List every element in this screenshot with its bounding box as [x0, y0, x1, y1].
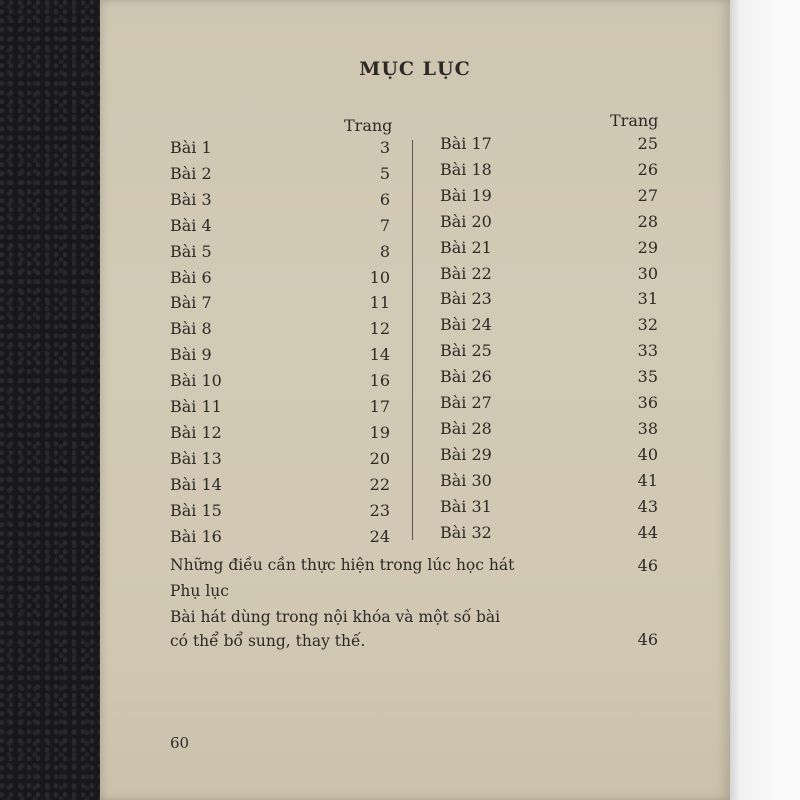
toc-entry	[170, 501, 390, 525]
toc-extra-line: Bài hát dùng trong nội khóa và một số bài	[170, 608, 501, 626]
toc-entry-label: Bài 8	[170, 319, 212, 339]
toc-extra-line: Những điều cần thực hiện trong lúc học hát	[170, 556, 515, 574]
toc-entry-page: 40	[637, 444, 658, 464]
toc-entry-page: 8	[379, 241, 390, 261]
toc-entry-label: Bài 27	[440, 393, 492, 412]
toc-entry	[440, 367, 658, 391]
toc-entry-label: Bài 20	[440, 211, 492, 231]
toc-entry-label: Bài 11	[170, 397, 222, 416]
toc-entry-page: 28	[637, 211, 658, 231]
toc-entry-label: Bài 25	[440, 341, 492, 361]
toc-entry	[440, 289, 658, 313]
toc-entry-label: Bài 29	[440, 444, 492, 464]
toc-entry-label: Bài 12	[170, 422, 222, 442]
toc-entry-page: 6	[379, 189, 390, 209]
toc-entry	[440, 160, 658, 184]
toc-entry-label: Bài 31	[440, 496, 492, 516]
toc-entry-page: 24	[369, 526, 390, 546]
right-column-header: Trang	[610, 111, 659, 130]
toc-entry-label: Bài 26	[440, 367, 492, 387]
toc-entry-label: Bài 7	[170, 293, 212, 313]
toc-entry	[170, 242, 390, 266]
toc-entry	[440, 134, 658, 158]
toc-entry	[440, 186, 658, 210]
page-number: 60	[170, 734, 190, 752]
toc-extra-page: 46	[637, 556, 658, 575]
toc-entry-label: Bài 18	[440, 159, 492, 179]
toc-entry-label: Bài 32	[440, 522, 492, 542]
toc-entry	[170, 527, 390, 551]
toc-entry-page: 16	[369, 371, 390, 391]
toc-entry	[440, 341, 658, 365]
toc-entry-page: 26	[637, 159, 658, 179]
toc-entry-page: 17	[369, 397, 390, 416]
toc-entry-label: Bài 6	[170, 267, 212, 287]
toc-entry-label: Bài 28	[440, 418, 492, 438]
toc-entry	[170, 397, 390, 421]
toc-entry-page: 20	[369, 448, 390, 468]
toc-entry-page: 19	[369, 422, 390, 442]
toc-entry-label: Bài 23	[440, 289, 492, 309]
toc-entry	[170, 293, 390, 317]
toc-entry	[170, 345, 390, 369]
column-divider	[412, 140, 413, 540]
toc-entry	[440, 497, 658, 521]
toc-entry	[440, 393, 658, 417]
toc-entry-label: Bài 4	[170, 215, 212, 235]
toc-entry-page: 31	[637, 289, 658, 309]
toc-entry-label: Bài 24	[440, 315, 492, 335]
toc-entry-page: 35	[637, 367, 658, 387]
toc-entry	[440, 212, 658, 236]
toc-appendix-heading: Phụ lục	[170, 582, 229, 600]
toc-entry-page: 33	[637, 341, 658, 361]
toc-entry-page: 14	[369, 345, 390, 365]
toc-entry-page: 41	[637, 470, 658, 490]
toc-entry	[170, 138, 390, 162]
toc-entry-page: 30	[637, 263, 658, 283]
toc-entry	[440, 238, 658, 262]
toc-entry-label: Bài 30	[440, 470, 492, 490]
toc-entry-page: 36	[637, 393, 658, 412]
toc-entry	[170, 164, 390, 188]
toc-entry-page: 43	[637, 496, 658, 516]
toc-entry-label: Bài 21	[440, 237, 492, 257]
toc-entry-label: Bài 1	[170, 138, 212, 157]
toc-entry-label: Bài 22	[440, 263, 492, 283]
toc-entry	[440, 471, 658, 495]
toc-entry-label: Bài 5	[170, 241, 212, 261]
toc-entry-label: Bài 16	[170, 526, 222, 546]
toc-entry	[170, 216, 390, 240]
toc-entry-label: Bài 15	[170, 500, 222, 520]
toc-entry-page: 10	[369, 267, 390, 287]
toc-entry-page: 12	[369, 319, 390, 339]
toc-entry-page: 32	[637, 315, 658, 335]
toc-entry-label: Bài 3	[170, 189, 212, 209]
toc-entry-label: Bài 17	[440, 134, 492, 153]
toc-extra-page: 46	[637, 630, 658, 649]
toc-entry	[440, 419, 658, 443]
toc-entry	[170, 190, 390, 214]
toc-entry	[440, 264, 658, 288]
toc-entry-page: 5	[379, 163, 390, 183]
left-column-header: Trang	[344, 116, 393, 135]
toc-entry-page: 23	[369, 500, 390, 520]
adjacent-page	[722, 0, 800, 800]
toc-entry	[440, 523, 658, 547]
toc-entry-page: 44	[637, 522, 658, 542]
toc-entry	[170, 268, 390, 292]
toc-entry-page: 11	[369, 293, 390, 313]
toc-entry	[170, 371, 390, 395]
toc-entry-page: 22	[369, 474, 390, 494]
book-page	[100, 0, 730, 800]
toc-entry-label: Bài 13	[170, 448, 222, 468]
toc-extra-line: có thể bổ sung, thay thế.	[170, 632, 366, 650]
page-title: MỤC LỤC	[359, 58, 471, 80]
toc-entry	[170, 319, 390, 343]
toc-entry-label: Bài 9	[170, 345, 212, 365]
toc-entry-page: 7	[379, 215, 390, 235]
toc-entry-label: Bài 14	[170, 474, 222, 494]
toc-entry-label: Bài 10	[170, 371, 222, 391]
toc-entry-label: Bài 19	[440, 185, 492, 205]
toc-entry-page: 38	[637, 418, 658, 438]
toc-entry	[170, 423, 390, 447]
toc-entry-page: 27	[637, 185, 658, 205]
toc-entry	[440, 445, 658, 469]
toc-entry	[170, 475, 390, 499]
toc-entry	[440, 315, 658, 339]
toc-entry-page: 29	[637, 237, 658, 257]
toc-entry-page: 25	[637, 134, 658, 153]
toc-entry-label: Bài 2	[170, 163, 212, 183]
toc-entry-page: 3	[379, 138, 390, 157]
toc-entry	[170, 449, 390, 473]
